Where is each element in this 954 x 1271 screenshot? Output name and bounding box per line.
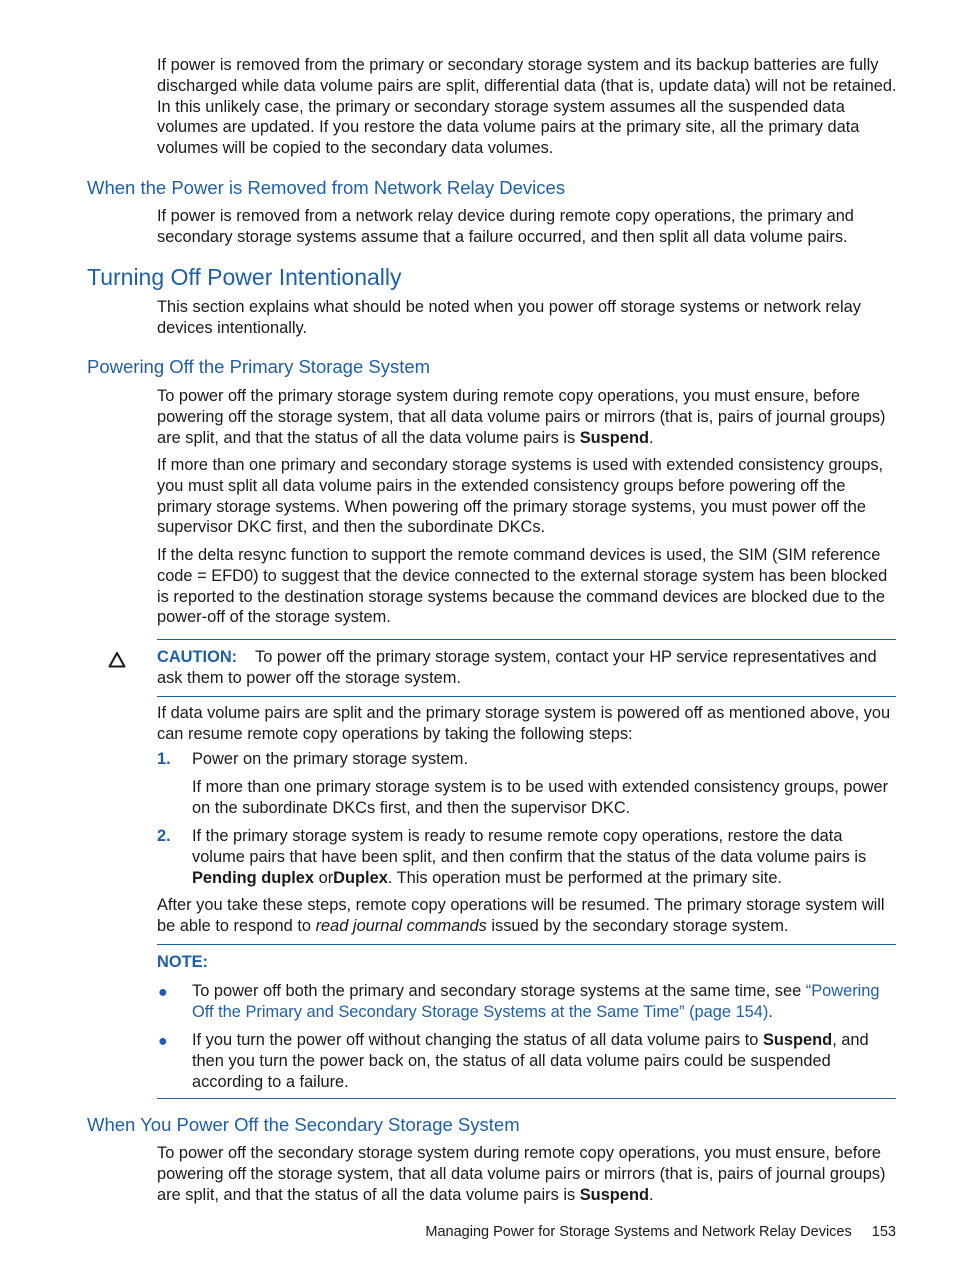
primary-paragraph-1: To power off the primary storage system during remote copy operations, you must ensure, before powering off the storage system, that all data volume pairs or mirrors (that is, pairs of journal groups) are split, and that the status of all the data volume pairs is Suspend. <box>157 387 886 447</box>
caution-text: To power off the primary storage system, contact your HP service representatives and ask them to power off the storage system. <box>157 648 877 687</box>
bullet-icon: ● <box>158 984 168 1001</box>
step-1-subtext: If more than one primary storage system is to be used with extended consistency groups, power on the subordinate DKCs first, and then the supervisor DKC. <box>192 778 889 817</box>
bullet-icon: ● <box>158 1033 168 1050</box>
heading-network-relay: When the Power is Removed from Network Relay Devices <box>87 177 566 198</box>
intentional-paragraph: This section explains what should be noted when you power off storage systems or network relay devices intentionally. <box>157 298 861 337</box>
page-footer <box>425 1223 896 1241</box>
caution-label: CAUTION: <box>157 648 238 666</box>
note-label: NOTE: <box>157 953 208 971</box>
after-steps-paragraph: After you take these steps, remote copy operations will be resumed. The primary storage system will be able to respond to read journal commands issued by the secondary storage system. <box>157 896 885 935</box>
primary-paragraph-2: If more than one primary and secondary storage systems is used with extended consistency groups, you must split all data volume pairs in the extended consistency groups before powering off the primary storage systems. When powering off the primary storage systems, you must power off the supervisor DKC first, and then the subordinate DKCs. <box>157 456 884 537</box>
heading-secondary-storage: When You Power Off the Secondary Storage System <box>87 1114 520 1135</box>
warning-triangle-icon <box>108 651 126 669</box>
step-1-number: 1. <box>157 750 171 768</box>
caution-box <box>157 647 897 689</box>
note-bottom-rule <box>157 1098 896 1099</box>
note-item-2: If you turn the power off without changing the status of all data volume pairs to Suspend, and then you turn the power back on, the status of all data volume pairs could be suspended according to a failure. <box>192 1031 869 1091</box>
step-1-text: Power on the primary storage system. <box>192 750 469 768</box>
page-number: 153 <box>871 1224 896 1240</box>
step-2-text: If the primary storage system is ready to resume remote copy operations, restore the data volume pairs that have been split, and then confirm that the status of the data volume pairs is Pending duplex orDuplex. This operation must be performed at the primary site. <box>192 827 867 887</box>
heading-turning-off-power: Turning Off Power Intentionally <box>87 264 402 290</box>
caution-bottom-rule <box>157 696 896 697</box>
caution-top-rule <box>157 639 896 640</box>
relay-paragraph: If power is removed from a network relay device during remote copy operations, the primary and secondary storage systems assume that a failure occurred, and then split all data volume pairs. <box>157 207 854 246</box>
intro-paragraph: If power is removed from the primary or secondary storage system and its backup batteries are fully discharged while data volume pairs are split, differential data (that is, update data) will not be retained. In this unlikely case, the primary or secondary storage system assumes all the suspended data volumes are updated. If you restore the data volume pairs at the primary site, all the primary data volumes will be copied to the secondary data volumes. <box>157 56 897 158</box>
step-2-number: 2. <box>157 827 171 845</box>
heading-powering-off-primary: Powering Off the Primary Storage System <box>87 356 431 377</box>
footer-title: Managing Power for Storage Systems and Network Relay Devices <box>425 1224 852 1240</box>
secondary-paragraph: To power off the secondary storage system during remote copy operations, you must ensure, before powering off the storage system, that all data volume pairs or mirrors (that is, pairs of journal groups) are split, and that the status of all the data volume pairs is Suspend. <box>157 1144 886 1204</box>
resume-intro-paragraph: If data volume pairs are split and the primary storage system is powered off as mentioned above, you can resume remote copy operations by taking the following steps: <box>157 704 891 743</box>
primary-paragraph-3: If the delta resync function to support the remote command devices is used, the SIM (SIM reference code = EFD0) to suggest that the device connected to the external storage system has been blocked is reported to the destination storage systems because the command devices are blocked due to the power-off of the storage system. <box>157 546 888 627</box>
note-top-rule <box>157 944 896 945</box>
note-item-1: To power off both the primary and secondary storage systems at the same time, see “Powering Off the Primary and Secondary Storage Systems at the Same Time” (page 154). <box>192 982 880 1021</box>
cross-reference-link[interactable]: “Powering Off the Primary and Secondary Storage Systems at the Same Time” (page 154) <box>192 982 880 1021</box>
